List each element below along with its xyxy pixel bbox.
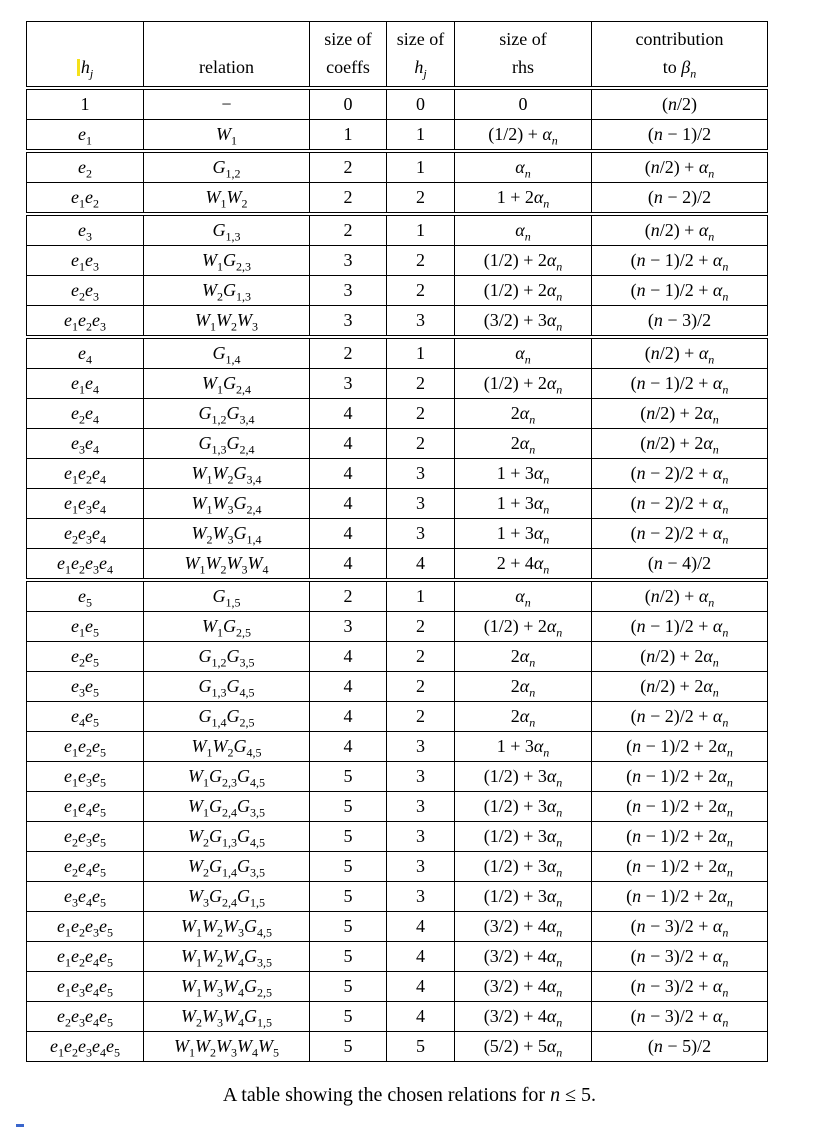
cell-size-rhs: $(3/2) + 4\alpha_n$ [455, 942, 592, 972]
cell-hj: $e_3e_4e_5$ [27, 882, 144, 912]
cell-size-hj: 3 [387, 306, 455, 338]
table-row [27, 276, 768, 306]
cell-relation: $G_{1,4}G_{2,5}$ [144, 702, 310, 732]
cell-size-hj: 4 [387, 549, 455, 581]
cell-relation: $G_{1,3}G_{4,5}$ [144, 672, 310, 702]
cell-relation: $G_{1,4}$ [144, 337, 310, 369]
cell-size-coeffs: 4 [310, 519, 387, 549]
cell-size-hj: 1 [387, 214, 455, 246]
cell-relation: $W_1W_2W_3W_4W_5$ [144, 1032, 310, 1062]
table-row [27, 429, 768, 459]
table-row [27, 792, 768, 822]
cell-size-rhs: $(1/2) + 3\alpha_n$ [455, 762, 592, 792]
table-row [27, 732, 768, 762]
cell-hj: $e_3e_4$ [27, 429, 144, 459]
cell-size-coeffs: 4 [310, 489, 387, 519]
cell-size-hj: 2 [387, 429, 455, 459]
relations-table [26, 21, 768, 1062]
table-row [27, 459, 768, 489]
cell-size-coeffs: 0 [310, 88, 387, 120]
cell-size-rhs: $(1/2) + 2\alpha_n$ [455, 246, 592, 276]
cell-relation: $W_2W_3W_4G_{1,5}$ [144, 1002, 310, 1032]
cell-size-rhs: $1 + 3\alpha_n$ [455, 459, 592, 489]
cell-contribution: $(n/2) + 2\alpha_n$ [592, 672, 768, 702]
cell-contribution: $(n/2) + \alpha_n$ [592, 580, 768, 612]
table-row [27, 88, 768, 120]
table-row [27, 912, 768, 942]
cell-size-rhs: 0 [455, 88, 592, 120]
table-row [27, 642, 768, 672]
cell-size-coeffs: 3 [310, 369, 387, 399]
cell-hj: $e_4e_5$ [27, 702, 144, 732]
cell-hj: $e_2e_3e_4$ [27, 519, 144, 549]
cell-size-coeffs: 4 [310, 702, 387, 732]
cell-hj: 1 [27, 88, 144, 120]
cell-size-hj: 3 [387, 519, 455, 549]
cell-contribution: $(n - 1)/2 + \alpha_n$ [592, 612, 768, 642]
cell-relation: $W_1G_{2,4}$ [144, 369, 310, 399]
cell-hj: $e_1e_2e_5$ [27, 732, 144, 762]
cell-size-coeffs: 1 [310, 120, 387, 152]
cell-size-hj: 2 [387, 672, 455, 702]
cell-contribution: (n − 4)/2 [592, 549, 768, 581]
cell-relation: $W_1G_{2,3}$ [144, 246, 310, 276]
cell-contribution: $(n - 1)/2 + \alpha_n$ [592, 246, 768, 276]
cell-size-rhs: $(3/2) + 4\alpha_n$ [455, 972, 592, 1002]
cell-size-hj: 3 [387, 732, 455, 762]
cell-size-coeffs: 2 [310, 183, 387, 215]
cell-relation: $W_1W_3G_{2,4}$ [144, 489, 310, 519]
cell-size-coeffs: 5 [310, 882, 387, 912]
cell-size-rhs: $2\alpha_n$ [455, 399, 592, 429]
cell-hj: $e_1e_2e_4$ [27, 459, 144, 489]
cell-size-hj: 4 [387, 912, 455, 942]
cell-relation: $W_1W_2W_3$ [144, 306, 310, 338]
cell-size-coeffs: 2 [310, 580, 387, 612]
cell-hj: $e_1e_4e_5$ [27, 792, 144, 822]
cell-size-rhs: $(1/2) + 2\alpha_n$ [455, 276, 592, 306]
cell-size-coeffs: 5 [310, 792, 387, 822]
cell-contribution: $(n - 1)/2 + 2\alpha_n$ [592, 792, 768, 822]
cell-relation: $W_1G_{2,5}$ [144, 612, 310, 642]
table-row [27, 151, 768, 183]
cell-hj: $e_1e_2$ [27, 183, 144, 215]
table-row [27, 519, 768, 549]
cell-relation: $G_{1,2}$ [144, 151, 310, 183]
cell-size-coeffs: 5 [310, 852, 387, 882]
cell-hj: $e_1e_3e_4$ [27, 489, 144, 519]
cell-size-rhs: $\alpha_n$ [455, 214, 592, 246]
table-row [27, 306, 768, 338]
cell-hj: $e_1e_2e_4e_5$ [27, 942, 144, 972]
cell-contribution: $(n - 1)/2 + 2\alpha_n$ [592, 732, 768, 762]
cell-contribution: $(n/2) + 2\alpha_n$ [592, 399, 768, 429]
cell-size-coeffs: 5 [310, 1032, 387, 1062]
cell-contribution: $(n/2) + \alpha_n$ [592, 151, 768, 183]
cell-size-hj: 4 [387, 942, 455, 972]
cell-size-rhs: $2\alpha_n$ [455, 429, 592, 459]
cell-contribution: $(n - 3)/2 + \alpha_n$ [592, 942, 768, 972]
cell-size-hj: 2 [387, 183, 455, 215]
cell-size-coeffs: 4 [310, 399, 387, 429]
cell-size-hj: 1 [387, 580, 455, 612]
cell-hj: $e_1e_2e_3$ [27, 306, 144, 338]
cell-relation: $W_2G_{1,4}G_{3,5}$ [144, 852, 310, 882]
cell-size-coeffs: 3 [310, 612, 387, 642]
col-header-size-coeffs: size of coeffs [310, 22, 387, 89]
cell-relation: $W_1$ [144, 120, 310, 152]
cell-size-coeffs: 4 [310, 429, 387, 459]
cell-contribution: $(n - 2)/2 + \alpha_n$ [592, 459, 768, 489]
cell-relation: $G_{1,3}$ [144, 214, 310, 246]
table-row [27, 702, 768, 732]
highlight-cursor-artifact [77, 59, 80, 76]
cell-size-hj: 1 [387, 151, 455, 183]
cell-size-hj: 2 [387, 276, 455, 306]
cell-hj: $e_1e_2e_3e_4e_5$ [27, 1032, 144, 1062]
cell-size-hj: 3 [387, 882, 455, 912]
cell-size-hj: 5 [387, 1032, 455, 1062]
cell-relation: $W_1W_2G_{3,4}$ [144, 459, 310, 489]
cell-size-hj: 2 [387, 702, 455, 732]
table-row [27, 672, 768, 702]
cell-size-coeffs: 5 [310, 912, 387, 942]
cell-size-hj: 3 [387, 822, 455, 852]
col-header-contribution: contribution to $\beta_n$ [592, 22, 768, 89]
cell-size-hj: 3 [387, 489, 455, 519]
cell-hj: $e_2$ [27, 151, 144, 183]
stray-mark-artifact [16, 1124, 24, 1127]
cell-size-hj: 3 [387, 792, 455, 822]
cell-hj: $e_1$ [27, 120, 144, 152]
cell-contribution: $(n - 3)/2 + \alpha_n$ [592, 1002, 768, 1032]
cell-relation: − [144, 88, 310, 120]
cell-contribution: (n − 1)/2 [592, 120, 768, 152]
col-header-relation [144, 22, 310, 89]
cell-size-rhs: $2\alpha_n$ [455, 702, 592, 732]
cell-relation: $W_1G_{2,3}G_{4,5}$ [144, 762, 310, 792]
table-row [27, 612, 768, 642]
cell-size-hj: 4 [387, 972, 455, 1002]
cell-size-rhs: $(3/2) + 4\alpha_n$ [455, 912, 592, 942]
cell-contribution: (n − 2)/2 [592, 183, 768, 215]
cell-relation: $W_3G_{2,4}G_{1,5}$ [144, 882, 310, 912]
cell-contribution: $(n - 3)/2 + \alpha_n$ [592, 912, 768, 942]
table-row [27, 214, 768, 246]
cell-size-hj: 1 [387, 337, 455, 369]
col-header-hj-label: $h_j$ [80, 57, 94, 81]
cell-size-coeffs: 3 [310, 306, 387, 338]
cell-relation: $W_1W_2W_3W_4$ [144, 549, 310, 581]
cell-size-rhs: $1 + 3\alpha_n$ [455, 519, 592, 549]
cell-size-rhs: $(1/2) + 3\alpha_n$ [455, 882, 592, 912]
cell-size-coeffs: 4 [310, 549, 387, 581]
table-row [27, 822, 768, 852]
table-row [27, 1032, 768, 1062]
cell-relation: $W_1W_3W_4G_{2,5}$ [144, 972, 310, 1002]
cell-size-coeffs: 5 [310, 822, 387, 852]
table-row [27, 882, 768, 912]
cell-size-coeffs: 2 [310, 151, 387, 183]
table-row [27, 942, 768, 972]
table-row [27, 183, 768, 215]
table-row [27, 549, 768, 581]
cell-size-rhs: $1 + 3\alpha_n$ [455, 489, 592, 519]
cell-hj: $e_1e_5$ [27, 612, 144, 642]
cell-contribution: $(n - 3)/2 + \alpha_n$ [592, 972, 768, 1002]
cell-contribution: (n − 5)/2 [592, 1032, 768, 1062]
cell-size-hj: 1 [387, 120, 455, 152]
table-row [27, 762, 768, 792]
cell-hj: $e_1e_2e_3e_5$ [27, 912, 144, 942]
cell-relation: $W_2G_{1,3}G_{4,5}$ [144, 822, 310, 852]
cell-hj: $e_2e_3e_5$ [27, 822, 144, 852]
table-row [27, 852, 768, 882]
cell-size-coeffs: 4 [310, 732, 387, 762]
table-row [27, 369, 768, 399]
cell-size-coeffs: 5 [310, 972, 387, 1002]
cell-size-rhs: $(3/2) + 4\alpha_n$ [455, 1002, 592, 1032]
cell-size-hj: 2 [387, 246, 455, 276]
cell-size-rhs: $(1/2) + 3\alpha_n$ [455, 822, 592, 852]
cell-size-rhs: $1 + 3\alpha_n$ [455, 732, 592, 762]
cell-size-coeffs: 3 [310, 276, 387, 306]
cell-size-rhs: $2 + 4\alpha_n$ [455, 549, 592, 581]
cell-size-hj: 2 [387, 369, 455, 399]
cell-hj: $e_2e_5$ [27, 642, 144, 672]
cell-contribution: $(n/2) + \alpha_n$ [592, 214, 768, 246]
cell-size-coeffs: 3 [310, 246, 387, 276]
cell-hj: $e_1e_3$ [27, 246, 144, 276]
cell-relation: $G_{1,3}G_{2,4}$ [144, 429, 310, 459]
cell-size-coeffs: 4 [310, 672, 387, 702]
cell-contribution: $(n - 1)/2 + 2\alpha_n$ [592, 852, 768, 882]
cell-size-coeffs: 5 [310, 942, 387, 972]
cell-hj: $e_1e_4$ [27, 369, 144, 399]
cell-relation: $G_{1,2}G_{3,5}$ [144, 642, 310, 672]
cell-size-rhs: $2\alpha_n$ [455, 642, 592, 672]
cell-size-rhs: $(1/2) + 3\alpha_n$ [455, 852, 592, 882]
cell-hj: $e_2e_3e_4e_5$ [27, 1002, 144, 1032]
table-caption [0, 1084, 819, 1107]
cell-relation: $W_1W_2W_3G_{4,5}$ [144, 912, 310, 942]
cell-contribution: $(n/2) + 2\alpha_n$ [592, 429, 768, 459]
cell-size-hj: 3 [387, 459, 455, 489]
table-row [27, 337, 768, 369]
cell-size-hj: 0 [387, 88, 455, 120]
cell-size-hj: 4 [387, 1002, 455, 1032]
cell-contribution: $(n - 2)/2 + \alpha_n$ [592, 489, 768, 519]
col-header-size-rhs: size of rhs [455, 22, 592, 89]
cell-hj: $e_1e_2e_3e_4$ [27, 549, 144, 581]
cell-size-rhs: $(1/2) + \alpha_n$ [455, 120, 592, 152]
cell-size-coeffs: 2 [310, 337, 387, 369]
cell-hj: $e_3e_5$ [27, 672, 144, 702]
cell-hj: $e_4$ [27, 337, 144, 369]
cell-hj: $e_2e_4$ [27, 399, 144, 429]
cell-hj: $e_2e_4e_5$ [27, 852, 144, 882]
caption-math: n ≤ 5. [550, 1084, 597, 1106]
cell-contribution: $(n - 1)/2 + 2\alpha_n$ [592, 762, 768, 792]
table-row [27, 1002, 768, 1032]
cell-size-rhs: $1 + 2\alpha_n$ [455, 183, 592, 215]
cell-size-rhs: $(1/2) + 2\alpha_n$ [455, 612, 592, 642]
cell-size-hj: 2 [387, 642, 455, 672]
cell-contribution: $(n/2) + 2\alpha_n$ [592, 642, 768, 672]
cell-size-rhs: $\alpha_n$ [455, 580, 592, 612]
cell-hj: $e_5$ [27, 580, 144, 612]
header-row [27, 22, 768, 89]
cell-size-coeffs: 5 [310, 1002, 387, 1032]
cell-size-hj: 2 [387, 399, 455, 429]
table-row [27, 246, 768, 276]
cell-relation: $W_1W_2G_{4,5}$ [144, 732, 310, 762]
table-row [27, 580, 768, 612]
cell-relation: $W_1W_2$ [144, 183, 310, 215]
cell-size-coeffs: 5 [310, 762, 387, 792]
cell-contribution: $(n - 1)/2 + \alpha_n$ [592, 369, 768, 399]
cell-hj: $e_1e_3e_4e_5$ [27, 972, 144, 1002]
cell-relation: $G_{1,5}$ [144, 580, 310, 612]
cell-contribution: $(n/2) + \alpha_n$ [592, 337, 768, 369]
cell-size-rhs: $(3/2) + 3\alpha_n$ [455, 306, 592, 338]
table-row [27, 972, 768, 1002]
cell-size-coeffs: 4 [310, 642, 387, 672]
cell-size-hj: 3 [387, 762, 455, 792]
cell-size-rhs: $\alpha_n$ [455, 151, 592, 183]
col-header-relation-label: relation [199, 57, 254, 77]
col-header-hj [27, 22, 144, 89]
cell-relation: $W_1W_2W_4G_{3,5}$ [144, 942, 310, 972]
table-row [27, 489, 768, 519]
cell-contribution: $(n - 1)/2 + \alpha_n$ [592, 276, 768, 306]
cell-hj: $e_3$ [27, 214, 144, 246]
caption-text: A table showing the chosen relations for [222, 1084, 551, 1106]
cell-size-coeffs: 4 [310, 459, 387, 489]
cell-contribution: $(n - 1)/2 + 2\alpha_n$ [592, 822, 768, 852]
cell-contribution: $(n - 2)/2 + \alpha_n$ [592, 702, 768, 732]
cell-size-hj: 3 [387, 852, 455, 882]
cell-relation: $G_{1,2}G_{3,4}$ [144, 399, 310, 429]
cell-contribution: (n − 3)/2 [592, 306, 768, 338]
cell-size-rhs: $(5/2) + 5\alpha_n$ [455, 1032, 592, 1062]
cell-relation: $W_2W_3G_{1,4}$ [144, 519, 310, 549]
cell-contribution: (n/2) [592, 88, 768, 120]
cell-contribution: $(n - 1)/2 + 2\alpha_n$ [592, 882, 768, 912]
cell-hj: $e_1e_3e_5$ [27, 762, 144, 792]
cell-size-rhs: $(1/2) + 2\alpha_n$ [455, 369, 592, 399]
col-header-size-hj: size of $h_j$ [387, 22, 455, 89]
cell-size-coeffs: 2 [310, 214, 387, 246]
table-row [27, 120, 768, 152]
cell-relation: $W_1G_{2,4}G_{3,5}$ [144, 792, 310, 822]
cell-hj: $e_2e_3$ [27, 276, 144, 306]
cell-contribution: $(n - 2)/2 + \alpha_n$ [592, 519, 768, 549]
cell-size-rhs: $2\alpha_n$ [455, 672, 592, 702]
cell-relation: $W_2G_{1,3}$ [144, 276, 310, 306]
cell-size-hj: 2 [387, 612, 455, 642]
cell-size-rhs: $\alpha_n$ [455, 337, 592, 369]
table-row [27, 399, 768, 429]
cell-size-rhs: $(1/2) + 3\alpha_n$ [455, 792, 592, 822]
